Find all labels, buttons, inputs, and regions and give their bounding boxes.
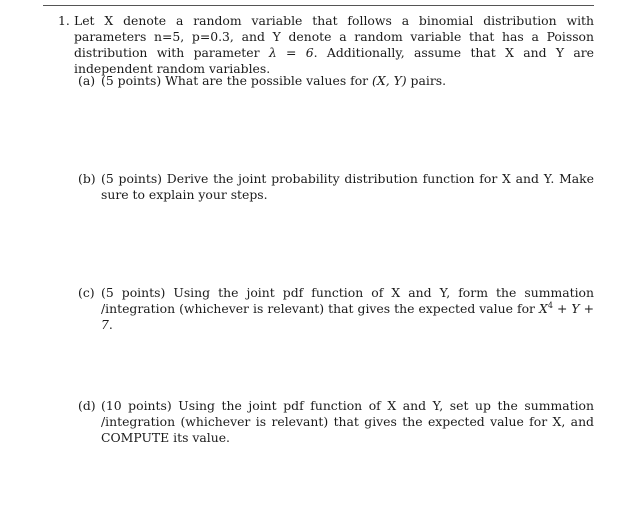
problem-text-2: . Additionally, assume that X and Y are independent random variables. xyxy=(74,45,595,76)
lambda-expression: λ = 6 xyxy=(268,45,314,60)
part-a-text-before: (5 points) What are the possible values for xyxy=(101,73,373,88)
problem-number: 1. xyxy=(58,13,70,28)
part-a-label: (a) xyxy=(78,73,96,88)
part-d-label: (d) xyxy=(78,398,96,413)
problem-body xyxy=(74,13,594,77)
problem-text-1: Let X denote a random variable that follows a binomial distribution with parameters n=5, p=0.3, and Y denote a random variable that has a Poisson distribution with parameter xyxy=(74,13,594,60)
part-b-text: (5 points) Derive the joint probability distribution function for X and Y. Make sure to explain your steps. xyxy=(101,171,594,202)
part-c-label: (c) xyxy=(78,285,95,300)
part-a-text-after: pairs. xyxy=(406,73,447,88)
problem-statement xyxy=(58,13,594,77)
part-a-text xyxy=(101,73,594,89)
part-c-text-after: . xyxy=(108,317,113,332)
part-c xyxy=(78,285,594,333)
part-d xyxy=(78,398,594,446)
part-c-math-base: X xyxy=(539,301,548,316)
part-c-math-exponent: 4 xyxy=(547,301,553,310)
part-d-text: (10 points) Using the joint pdf function of X and Y, set up the summation /integration (whichever is relevant) that gives the expected value for X, and COMPUTE its value. xyxy=(101,398,594,445)
part-c-math-rest: + Y + 7 xyxy=(101,301,594,332)
part-b xyxy=(78,171,594,203)
part-b-label: (b) xyxy=(78,171,96,186)
part-a-math: (X, Y) xyxy=(372,73,407,88)
part-c-text-before: (5 points) Using the joint pdf function of X and Y, form the summation /integration (whichever is relevant) that gives the expected value for xyxy=(101,285,594,316)
part-c-text xyxy=(101,285,594,333)
top-rule xyxy=(43,5,594,6)
part-a xyxy=(78,73,594,89)
